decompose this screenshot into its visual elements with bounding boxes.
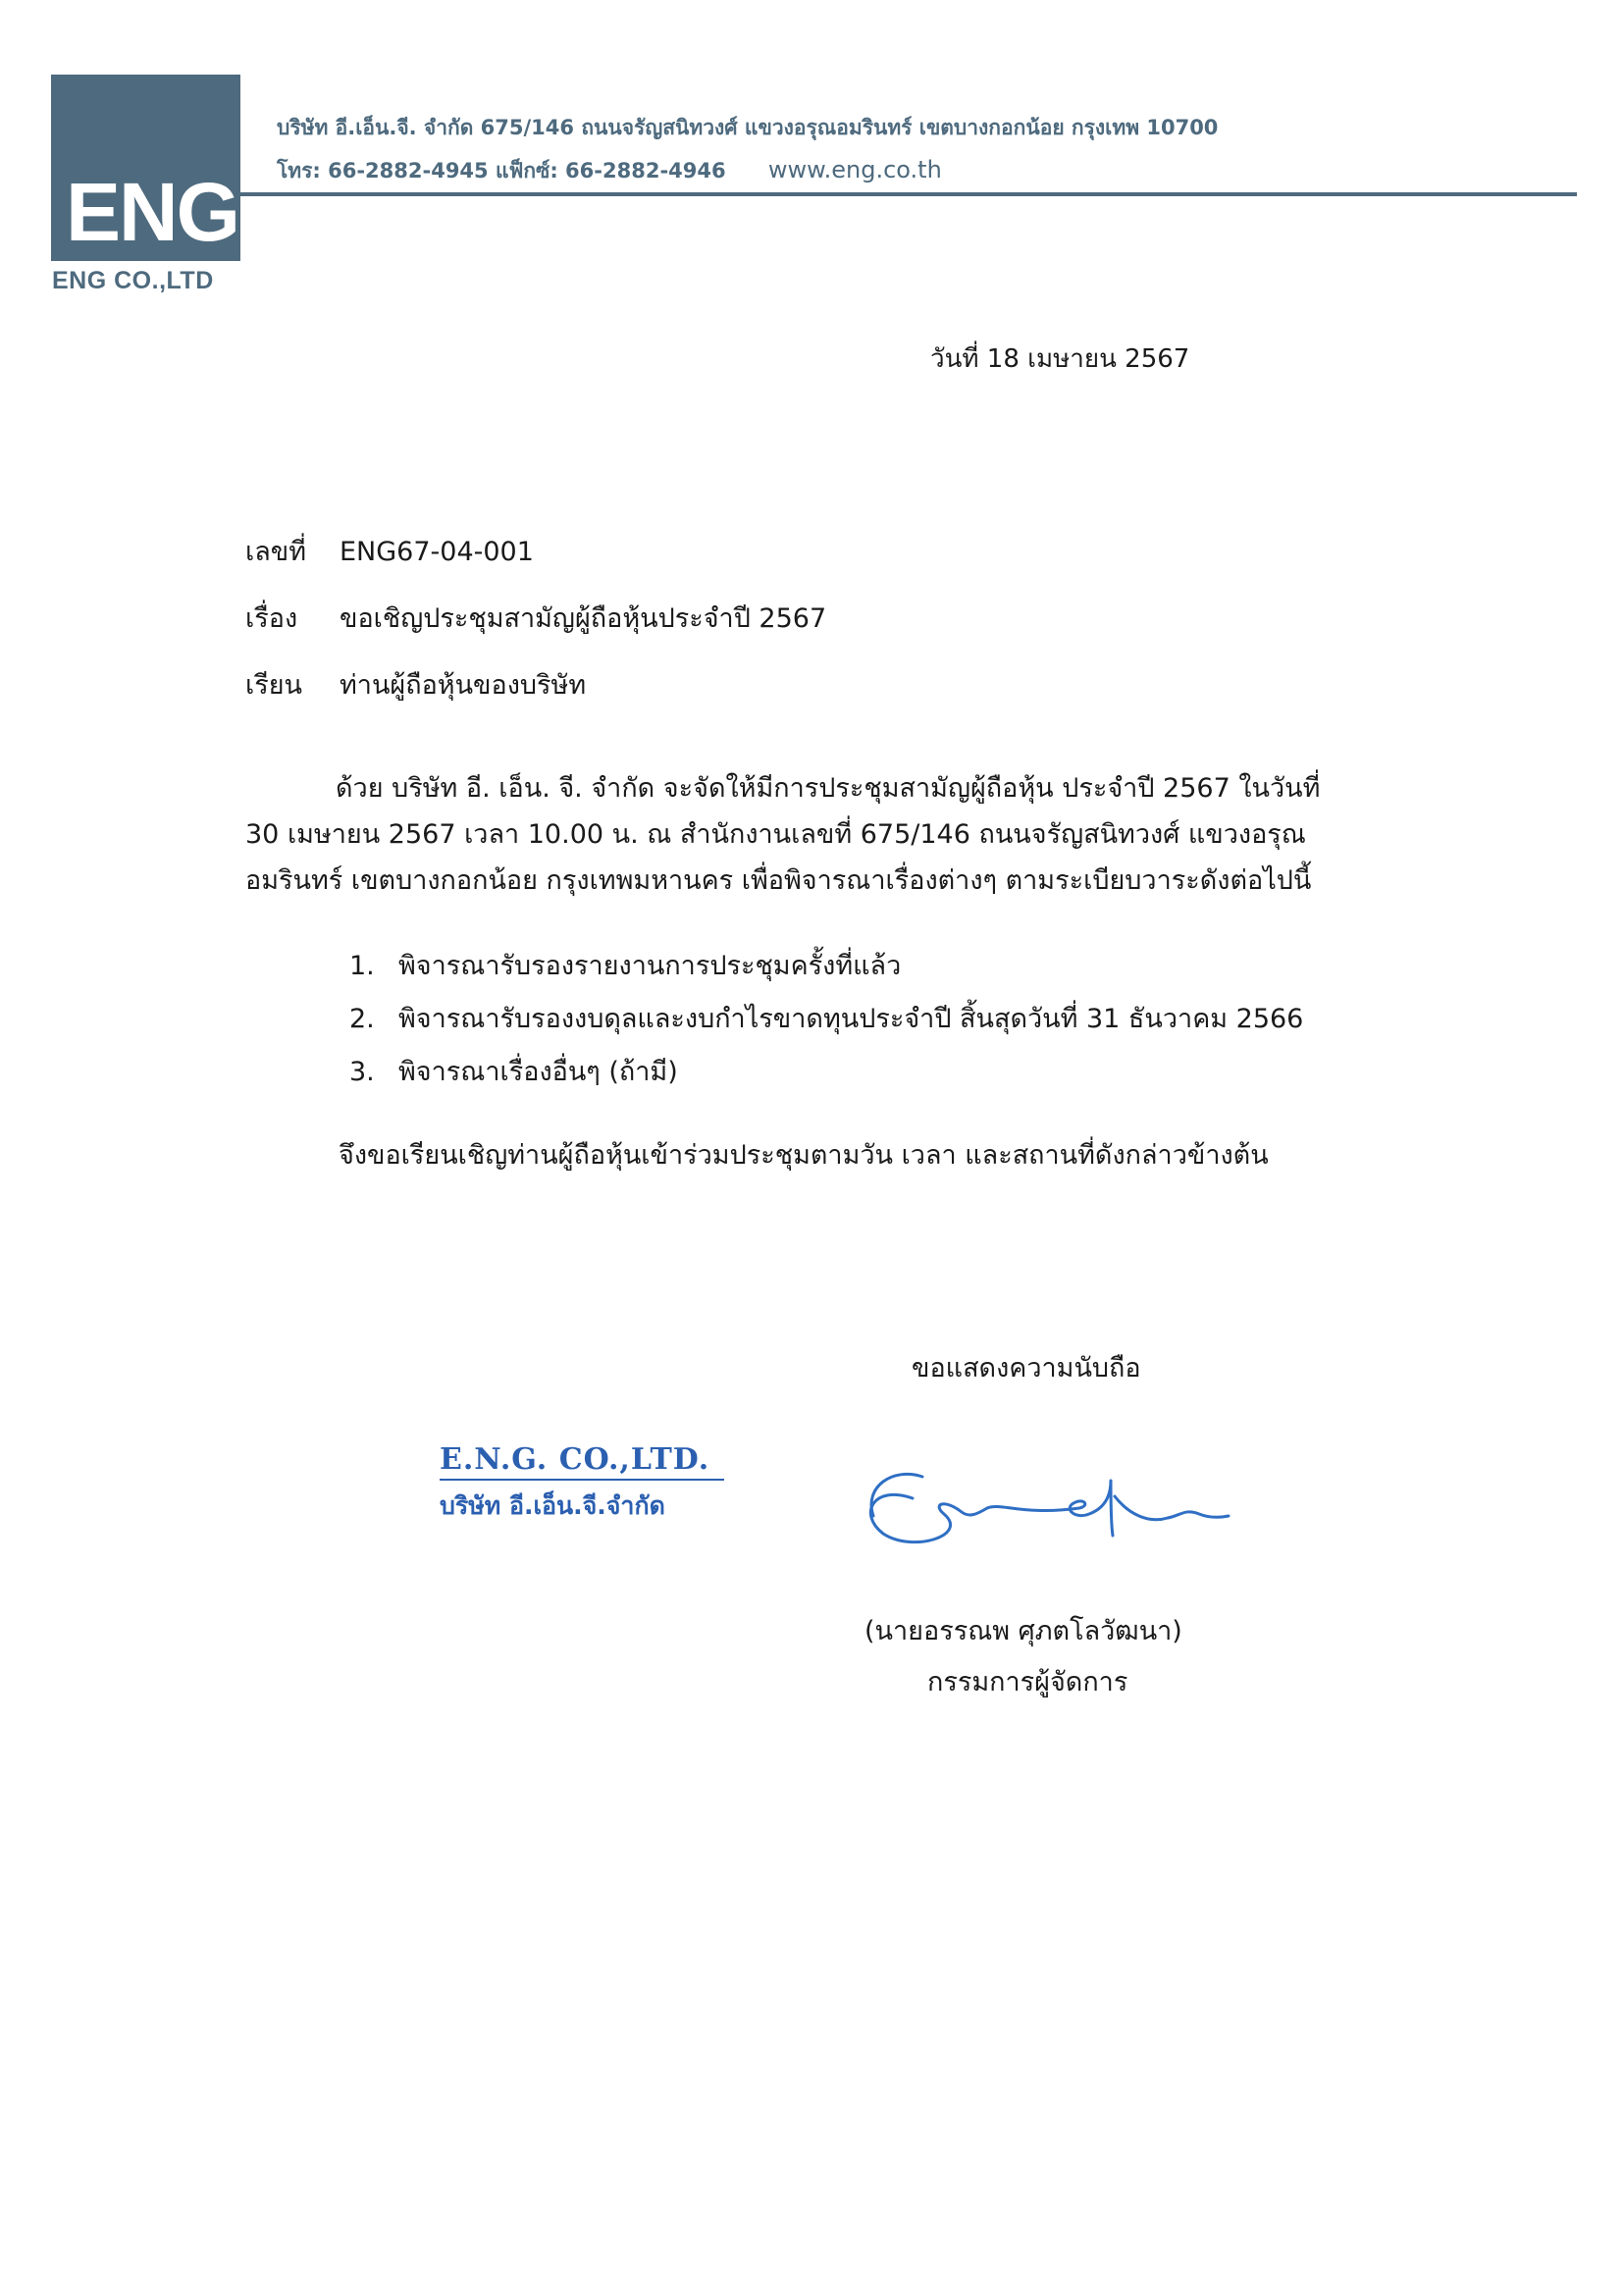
agenda-text: พิจารณารับรองรายงานการประชุมครั้งที่แล้ว — [398, 951, 902, 981]
signer-title: กรรมการผู้จัดการ — [927, 1667, 1128, 1697]
agenda-number: 1. — [349, 951, 375, 981]
company-contact-line — [277, 155, 942, 187]
body-line: 30 เมษายน 2567 เวลา 10.00 น. ณ สำนักงานเลขที่ 675/146 ถนนจรัญสนิทวงศ์ แขวงอรุณ — [245, 819, 1306, 850]
body-line: ด้วย บริษัท อี. เอ็น. จี. จำกัด จะจัดให้มีการประชุมสามัญผู้ถือหุ้น ประจำปี 2567 ในวันที่ — [336, 773, 1321, 804]
agenda-item — [349, 1046, 1303, 1099]
reference-label: เลขที่ — [245, 537, 307, 567]
header-divider — [240, 192, 1577, 196]
company-address: บริษัท อี.เอ็น.จี. จำกัด 675/146 ถนนจรัญสนิทวงศ์ แขวงอรุณอมรินทร์ เขตบางกอกน้อย กรุงเทพ 10700 — [277, 116, 1219, 139]
letter-date: วันที่ 18 เมษายน 2567 — [930, 344, 1190, 374]
reference-row — [245, 530, 534, 572]
complimentary-close: ขอแสดงความนับถือ — [912, 1353, 1141, 1383]
reference-number: ENG67-04-001 — [340, 537, 534, 567]
signature-stroke — [870, 1481, 1229, 1542]
agenda-number: 2. — [349, 1004, 375, 1034]
agenda-item — [349, 940, 1303, 993]
closing-sentence: จึงขอเรียนเชิญท่านผู้ถือหุ้นเข้าร่วมประชุมตามวัน เวลา และสถานที่ดังกล่าวข้างต้น — [339, 1140, 1269, 1171]
agenda-text: พิจารณาเรื่องอื่นๆ (ถ้ามี) — [398, 1057, 678, 1087]
agenda-list — [349, 940, 1303, 1099]
logo-text: ENG — [65, 166, 238, 258]
body-paragraph — [245, 765, 1431, 904]
stamp-english: E.N.G. CO.,LTD. — [440, 1442, 724, 1481]
subject-text: ขอเชิญประชุมสามัญผู้ถือหุ้นประจำปี 2567 — [340, 603, 827, 634]
company-website: www.eng.co.th — [767, 156, 942, 183]
recipient-label: เรียน — [245, 670, 303, 701]
recipient-row — [245, 663, 586, 705]
company-logo — [51, 75, 240, 261]
agenda-number: 3. — [349, 1057, 375, 1087]
company-stamp — [440, 1442, 724, 1526]
stamp-thai: บริษัท อี.เอ็น.จี.จำกัด — [440, 1491, 665, 1520]
signature-image — [854, 1437, 1285, 1555]
body-line: อมรินทร์ เขตบางกอกน้อย กรุงเทพมหานคร เพื่อพิจารณาเรื่องต่างๆ ตามระเบียบวาระดังต่อไปนี้ — [245, 865, 1312, 896]
subject-label: เรื่อง — [245, 603, 298, 634]
signer-name: (นายอรรณพ ศุภตโลวัฒนา) — [864, 1616, 1182, 1646]
recipient-text: ท่านผู้ถือหุ้นของบริษัท — [340, 670, 587, 701]
agenda-item — [349, 993, 1303, 1046]
agenda-text: พิจารณารับรองงบดุลและงบกำไรขาดทุนประจำปี สิ้นสุดวันที่ 31 ธันวาคม 2566 — [398, 1004, 1304, 1034]
subject-row — [245, 597, 826, 639]
company-contact: โทร: 66-2882-4945 แฟ็กซ์: 66-2882-4946 — [277, 159, 726, 183]
logo-caption: ENG CO.,LTD — [52, 267, 214, 294]
